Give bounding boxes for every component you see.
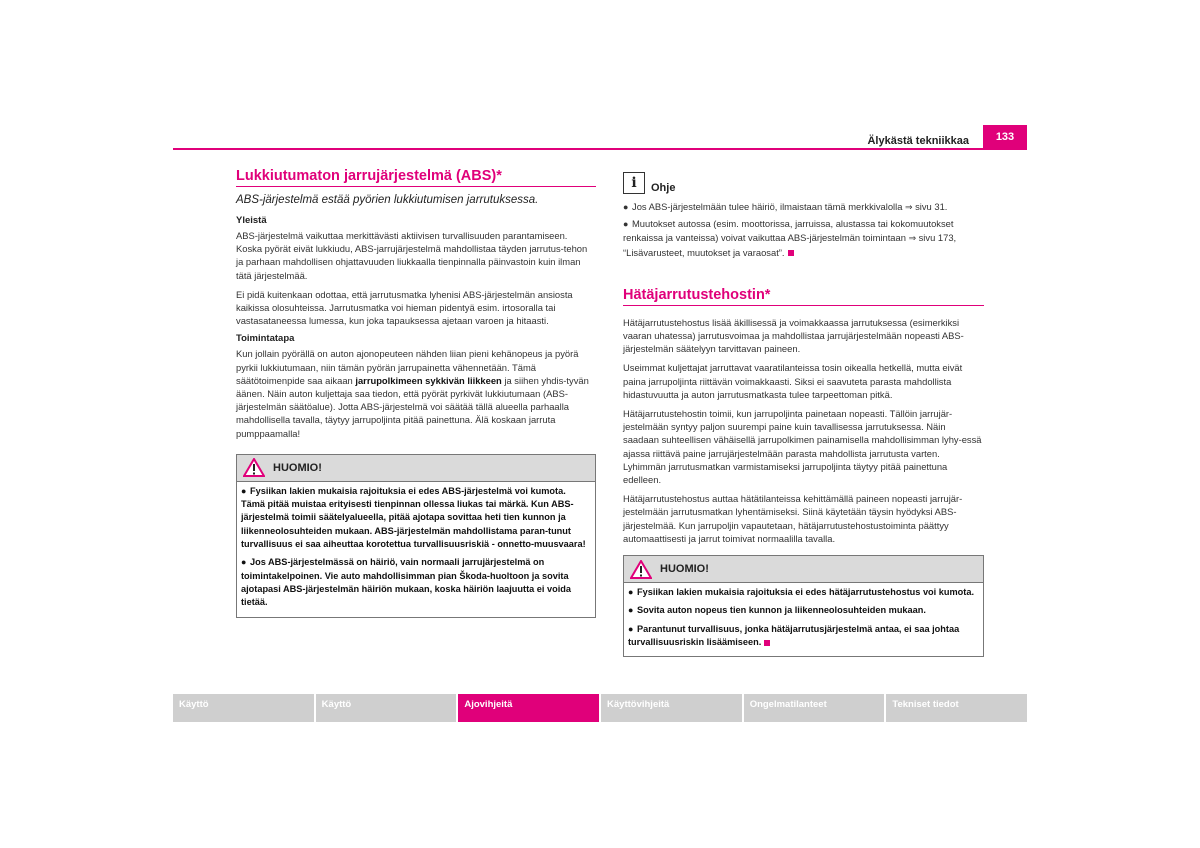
warning-title: HUOMIO!: [273, 461, 322, 474]
footer-tab[interactable]: Ongelmatilanteet: [744, 694, 885, 722]
warning-triangle-icon: [630, 560, 652, 579]
paragraph: Kun jollain pyörällä on auton ajonopeuteen nähden liian pieni kehänopeus ja pyörä pyrkii lukkiutumaan, niin tämän pyörän jarrupainetta vähennetään. Tämä säätötoimenpide saa aikaan jarrupolkimeen sykkivän liikkeen ja siihen yhdis-tyvän äänen. Näin auton kuljettaja saa tiedon, että pyörät pyrkivät lukkiutumaan (ABS-järjestelmän säätöalue). Jotta ABS-järjestelmä voi säätää tällä alueella parhaalla mahdollisella tavalla, täytyy jarrupoljinta pitää painettuna. Älä koskaan jarruta pumppaamalla!: [236, 348, 589, 439]
reference-arrow-icon: ⇒: [908, 233, 919, 244]
bullet-icon: ●: [628, 623, 634, 634]
left-column: [236, 168, 596, 618]
note-title: Ohje: [651, 182, 676, 194]
bullet-icon: ●: [628, 605, 634, 616]
chapter-title: Älykästä tekniikkaa: [867, 135, 969, 147]
paragraph: Useimmat kuljettajat jarruttavat vaaratilanteissa tosin oikealla hetkellä, mutta eivät paina jarrupoljinta riittävän voimakkaasti. Siksi ei saavuteta parasta mahdollista hidastuvuutta ja auton jarrutusmatkasta tulee tarpeettoman pitkä.: [623, 362, 963, 400]
footer-tab[interactable]: Käyttö: [173, 694, 314, 722]
page-number: 133: [983, 125, 1027, 149]
header-rule: [173, 148, 1027, 150]
paragraph: Ei pidä kuitenkaan odottaa, että jarrutusmatka lyhenisi ABS-järjestelmän ansiosta kaikissa olosuhteissa. Jarrutusmatka voi hieman pidentyä esim. irtosoralla tai vastasataneessa lumessa, kun joka tapauksessa ajetaan varoen ja hitaasti.: [236, 288, 573, 327]
bullet-icon: ●: [628, 587, 634, 598]
warning-item: ● Parantunut turvallisuus, jonka hätäjarrutusjärjestelmä antaa, ei saa johtaa turvallisuusriskin lisäämiseen.: [628, 623, 960, 647]
paragraph: ABS-järjestelmä vaikuttaa merkittävästi aktiivisen turvallisuuden parantamiseen. Koska pyörät eivät lukkiudu, ABS-jarrujärjestelmä mahdollistaa täyden jarrutus-tehon ja parhaan mahdollisen ohjattavuuden liukkaalla tienpinnalla päinvastoin kuin ilman tätä järjestelmää.: [236, 230, 588, 281]
warning-body: [237, 482, 595, 617]
bullet-icon: ●: [623, 219, 629, 230]
warning-item: ● Sovita auton nopeus tien kunnon ja liikenneolosuhteiden mukaan.: [628, 604, 979, 617]
reference-arrow-icon: ⇒: [905, 202, 916, 212]
warning-header: [237, 455, 595, 482]
note-item: ● Jos ABS-järjestelmään tulee häiriö, ilmaistaan tämä merkkivalolla ⇒ sivu 31.: [623, 200, 984, 214]
page-header: [173, 125, 1027, 149]
footer-tab[interactable]: Tekniset tiedot: [886, 694, 1027, 722]
warning-box: [236, 454, 596, 618]
warning-box: [623, 555, 984, 657]
paragraph: Hätäjarrutustehostus lisää äkillisessä ja voimakkaassa jarrutuksessa (esimerkiksi vaaran uhatessa) jarrutusvoimaa ja mahdollistaa jarrujärjestelmään nopeasti ABS-järjestelmän säätelyyn tarvittavan paineen.: [623, 316, 964, 355]
footer-tab[interactable]: Käyttö: [316, 694, 457, 722]
section-subtitle: ABS-järjestelmä estää pyörien lukkiutumisen jarrutuksessa.: [236, 194, 539, 206]
paragraph: Hätäjarrutustehostus auttaa hätätilanteissa kehittämällä paineen nopeasti jarrujär-jestelmään jarrutusmatkan lyhentämiseksi. Siinä käytetään täysin hyödyksi ABS-järjestelmää. Kun jarrupoljin vapautetaan, hätäjarrutustehostustoiminta päättyy automaattisesti ja jarrut toimivat normaalilla tavalla.: [623, 493, 963, 544]
warning-item: ● Jos ABS-järjestelmässä on häiriö, vain normaali jarrujärjestelmä on toimintakelpoinen. Vie auto mahdollisimman pian Škoda-huoltoon ja sovita ajotapasi ABS-järjestelmän häiriön mukaan, koska häiriön laajuutta ei voida tietää.: [241, 557, 572, 608]
subheading-operation: Toimintatapa: [236, 333, 295, 345]
bullet-icon: ●: [241, 557, 247, 568]
end-of-section-icon: [788, 250, 794, 256]
section-heading-abs: Lukkiutumaton jarrujärjestelmä (ABS)*: [236, 168, 596, 187]
note-body: [623, 200, 984, 259]
page-reference[interactable]: sivu 173, “Lisävarusteet, muutokset ja varaosat”.: [623, 232, 957, 258]
footer-nav: [173, 694, 1027, 722]
bullet-icon: ●: [241, 485, 247, 496]
right-column: [623, 172, 984, 657]
bullet-icon: ●: [623, 202, 629, 212]
footer-tab-active[interactable]: Ajovihjeitä: [458, 694, 599, 722]
note-item: ● Muutokset autossa (esim. moottorissa, jarruissa, alustassa tai kokomuutokset renkaissa ja vanteissa) voivat vaikuttaa ABS-järjestelmän toimintaan ⇒ sivu 173, “Lisävarusteet, muutokset ja varaosat”.: [623, 218, 957, 258]
page-reference[interactable]: sivu 31.: [915, 201, 948, 212]
section-heading-brake-assist: Hätäjarrutustehostin*: [623, 287, 984, 306]
warning-body: [624, 583, 983, 656]
end-of-section-icon: [764, 640, 770, 646]
warning-header: [624, 556, 983, 583]
warning-triangle-icon: [243, 458, 265, 477]
footer-tab[interactable]: Käyttövihjeitä: [601, 694, 742, 722]
note-header: [623, 172, 984, 194]
info-note-icon: i: [623, 172, 645, 194]
warning-item: ● Fysiikan lakien mukaisia rajoituksia ei edes ABS-järjestelmä voi kumota. Tämä pitää muistaa erityisesti tienpinnan ollessa liukas tai märkä. Kun ABS-järjestelmä toimii säätelyalueella, pitää ajotapa sovittaa heti tien kunnon ja liikenneolosuhteiden mukaan. ABS-järjestelmän mahdollistama paran-tunut turvallisuus ei saa aiheuttaa korotettua turvallisuusriskiä - onnetto-muusvaara!: [241, 485, 586, 550]
warning-title: HUOMIO!: [660, 563, 709, 576]
subheading-general: Yleistä: [236, 215, 267, 226]
paragraph: Hätäjarrutustehostin toimii, kun jarrupoljinta painetaan nopeasti. Tällöin jarrujär-jestelmään syntyy paljon suurempi paine kuin tavallisessa jarrutuksessa. Näin saadaan suhteellisen vähäisellä jarrupolkimen painamisella mahdollisimman lyhy-essä ajassa riittävä paine jarrujärjestelmään parasta mahdollista jarrutusta varten. Lyhimmän jarrutusmatkan varmistamiseksi jarrupoljinta täytyy pitää painettuna edelleen.: [623, 408, 982, 486]
warning-item: ● Fysiikan lakien mukaisia rajoituksia ei edes hätäjarrutustehostus voi kumota.: [628, 586, 979, 599]
